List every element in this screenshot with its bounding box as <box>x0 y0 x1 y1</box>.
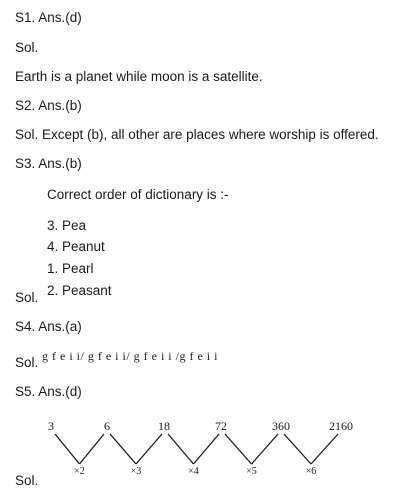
zigzag-segment <box>311 434 338 464</box>
zigzag-segment <box>55 434 80 464</box>
s2-heading: S2. Ans.(b) <box>15 98 82 113</box>
s5-multiplication-diagram <box>0 416 415 486</box>
s3-intro: Correct order of dictionary is :- <box>47 187 229 202</box>
zigzag-lines <box>55 434 338 464</box>
s1-heading: S1. Ans.(d) <box>15 10 82 25</box>
series-labels <box>48 419 353 433</box>
zigzag-segment <box>284 434 311 464</box>
zigzag-segment <box>252 434 279 464</box>
s2-explanation: Sol. Except (b), all other are places where worship is offered. <box>15 127 379 142</box>
multiplier-label: ×2 <box>74 466 85 477</box>
multiplier-label: ×5 <box>246 466 257 477</box>
multiplier-label: ×3 <box>130 466 142 477</box>
s4-pattern: g f e i i/ g f e i i/ g f e i i /g f e i i <box>42 349 218 363</box>
s4-sol-label: Sol. <box>15 355 39 370</box>
s4-heading: S4. Ans.(a) <box>15 319 82 334</box>
multiplier-label: ×4 <box>188 466 199 477</box>
zigzag-segment <box>168 434 194 464</box>
zigzag-segment <box>110 434 136 464</box>
series-value: 2160 <box>329 419 353 433</box>
s1-sol-label: Sol. <box>15 40 39 55</box>
zigzag-segment <box>80 434 105 464</box>
s3-list-item: 3. Pea <box>47 218 87 233</box>
series-value: 360 <box>272 419 290 433</box>
s3-sol-label: Sol. <box>15 290 39 305</box>
series-value: 18 <box>158 419 170 433</box>
multiplier-labels <box>74 466 316 477</box>
multiplier-label: ×6 <box>305 466 317 477</box>
series-value: 6 <box>104 419 110 433</box>
s3-list-item: 2. Peasant <box>47 283 112 298</box>
zigzag-segment <box>194 434 220 464</box>
s3-heading: S3. Ans.(b) <box>15 156 82 171</box>
s5-sol-label: Sol. <box>15 473 39 488</box>
zigzag-segment <box>225 434 252 464</box>
s5-heading: S5. Ans.(d) <box>15 384 82 399</box>
s3-list-item: 1. Pearl <box>47 261 94 276</box>
series-value: 72 <box>215 419 227 433</box>
series-value: 3 <box>48 419 54 433</box>
s1-explanation: Earth is a planet while moon is a satellite. <box>15 69 263 84</box>
s3-list-item: 4. Peanut <box>47 239 105 254</box>
zigzag-segment <box>136 434 162 464</box>
